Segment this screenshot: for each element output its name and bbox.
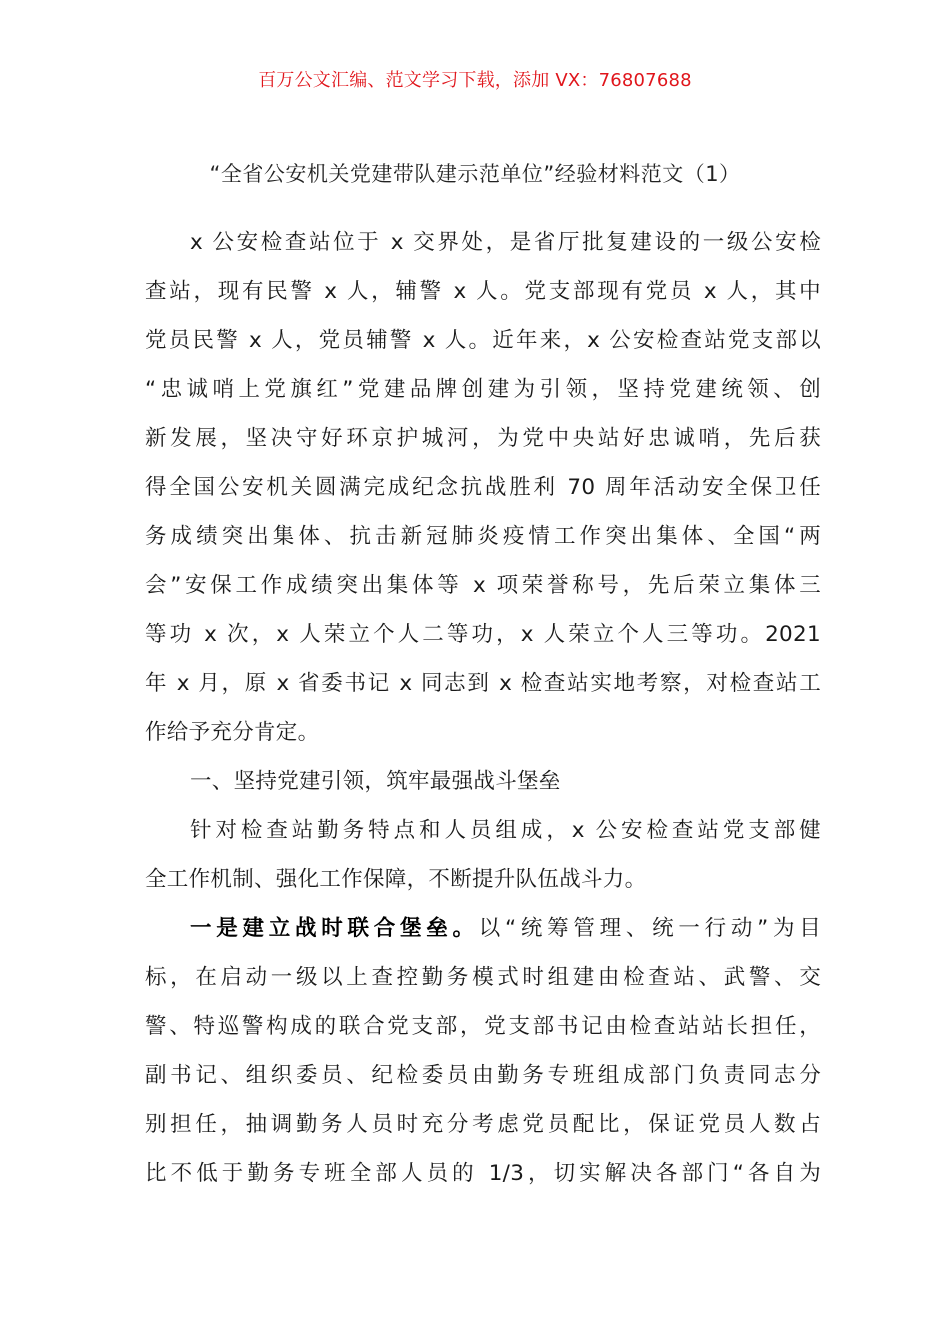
paragraph-line: 新发展，坚决守好环京护城河，为党中央站好忠诚哨，先后获	[145, 426, 821, 451]
paragraph-text: 以“统筹管理、统一行动”为目	[478, 916, 821, 941]
paragraph-line: 得全国公安机关圆满完成纪念抗战胜利 70 周年活动安全保卫任	[145, 475, 821, 500]
paragraph-line: “忠诚哨上党旗红”党建品牌创建为引领，坚持党建统领、创	[145, 377, 821, 402]
paragraph-line: 比不低于勤务专班全部人员的 1/3，切实解决各部门“各自为	[145, 1161, 821, 1186]
paragraph-line: 全工作机制、强化工作保障，不断提升队伍战斗力。	[145, 867, 647, 892]
paragraph-line: 标，在启动一级以上查控勤务模式时组建由检查站、武警、交	[145, 965, 821, 990]
section-heading: 一、坚持党建引领，筑牢最强战斗堡垒	[190, 769, 561, 794]
paragraph-line: 会”安保工作成绩突出集体等 x 项荣誉称号，先后荣立集体三	[145, 573, 821, 598]
paragraph-line: 务成绩突出集体、抗击新冠肺炎疫情工作突出集体、全国“两	[145, 524, 821, 549]
watermark-header: 百万公文汇编、范文学习下载，添加 VX：76807688	[258, 70, 692, 91]
document-title: “全省公安机关党建带队建示范单位”经验材料范文（1）	[209, 162, 741, 186]
paragraph-line: x 公安检查站位于 x 交界处，是省厅批复建设的一级公安检	[190, 230, 821, 255]
paragraph-line: 查站，现有民警 x 人，辅警 x 人。党支部现有党员 x 人，其中	[145, 279, 821, 304]
paragraph-line: 针对检查站勤务特点和人员组成，x 公安检查站党支部健	[190, 818, 821, 843]
paragraph-line: 别担任，抽调勤务人员时充分考虑党员配比，保证党员人数占	[145, 1112, 821, 1137]
paragraph-line: 警、特巡警构成的联合党支部，党支部书记由检查站站长担任，	[145, 1014, 821, 1039]
paragraph-line: 作给予充分肯定。	[145, 720, 320, 745]
paragraph-line: 年 x 月，原 x 省委书记 x 同志到 x 检查站实地考察，对检查站工	[145, 671, 821, 696]
paragraph-line: 党员民警 x 人，党员辅警 x 人。近年来，x 公安检查站党支部以	[145, 328, 821, 353]
document-body	[145, 218, 821, 1198]
paragraph-line: 等功 x 次，x 人荣立个人二等功，x 人荣立个人三等功。2021	[145, 622, 821, 647]
bold-lead: 一是建立战时联合堡垒。	[190, 916, 479, 941]
paragraph-line: 副书记、组织委员、纪检委员由勤务专班组成部门负责同志分	[145, 1063, 821, 1088]
paragraph-line	[145, 904, 821, 953]
